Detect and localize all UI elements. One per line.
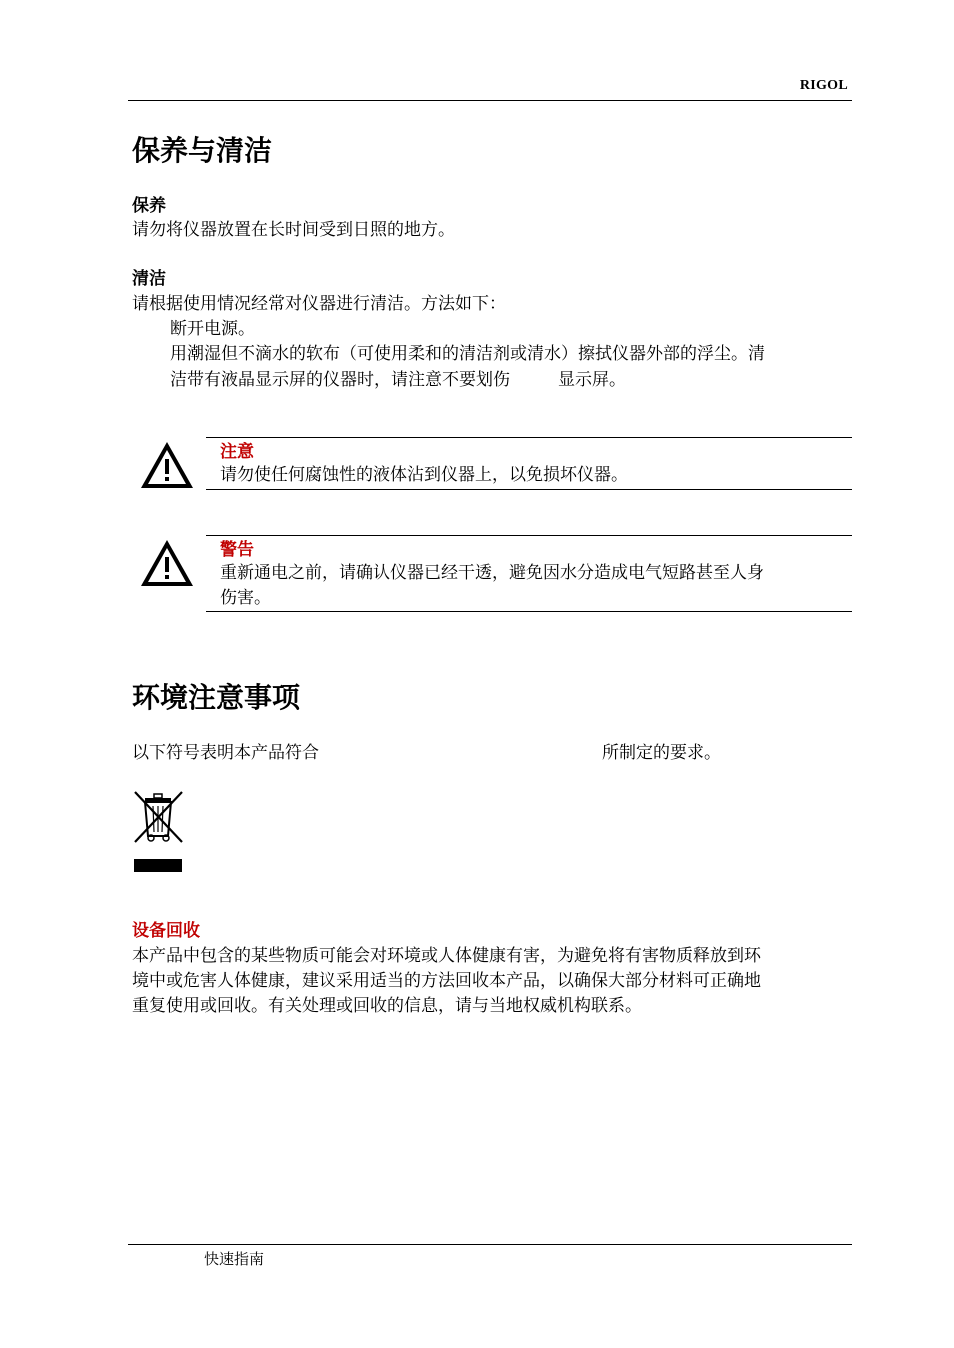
warning-top-rule <box>206 535 852 536</box>
warning-bottom-rule <box>206 611 852 612</box>
warning-text-line-2: 伤害。 <box>220 588 271 608</box>
recycling-text-line-1: 本产品中包含的某些物质可能会对环境或人体健康有害，为避免将有害物质释放到环 <box>132 946 761 966</box>
footer-title: 快速指南 <box>204 1250 265 1268</box>
caution-icon <box>138 439 196 491</box>
caution-text: 请勿使任何腐蚀性的液体沾到仪器上，以免损坏仪器。 <box>220 465 628 485</box>
cleaning-intro: 请根据使用情况经常对仪器进行清洁。方法如下： <box>132 294 506 314</box>
brand-logo-text: RIGOL <box>799 78 848 93</box>
cleaning-heading: 清洁 <box>132 269 166 289</box>
warning-label: 警告 <box>220 540 254 560</box>
section-title-environment: 环境注意事项 <box>132 681 301 714</box>
footer-rule <box>128 1244 852 1245</box>
cleaning-step-2-line-1: 用潮湿但不滴水的软布（可使用柔和的清洁剂或清水）擦拭仪器外部的浮尘。清 <box>170 344 765 364</box>
warning-triangle-icon <box>138 537 196 589</box>
environment-intro-part-b: 所制定的要求。 <box>602 743 721 763</box>
cleaning-step-1: 断开电源。 <box>170 319 255 339</box>
cleaning-step-2-part-a: 洁带有液晶显示屏的仪器时，请注意不要划伤 <box>170 370 510 390</box>
weee-crossed-bin-icon <box>132 788 186 874</box>
cleaning-step-2-line-2 <box>170 368 626 393</box>
warning-triangle-icon <box>138 439 196 491</box>
warning-icon <box>138 537 196 589</box>
section-title-maintenance-cleaning: 保养与清洁 <box>132 134 273 167</box>
maintenance-text: 请勿将仪器放置在长时间受到日照的地方。 <box>132 220 455 240</box>
caution-label: 注意 <box>220 442 254 462</box>
environment-intro-part-a: 以下符号表明本产品符合 <box>132 743 319 763</box>
caution-bottom-rule <box>206 489 852 490</box>
cleaning-step-2-part-b: 显示屏。 <box>558 370 626 390</box>
warning-text-line-1: 重新通电之前，请确认仪器已经干透，避免因水分造成电气短路甚至人身 <box>220 563 764 583</box>
recycling-heading: 设备回收 <box>132 921 200 941</box>
maintenance-heading: 保养 <box>132 196 166 216</box>
caution-top-rule <box>206 437 852 438</box>
recycling-text-line-2: 境中或危害人体健康，建议采用适当的方法回收本产品，以确保大部分材料可正确地 <box>132 971 761 991</box>
recycling-text-line-3: 重复使用或回收。有关处理或回收的信息，请与当地权威机构联系。 <box>132 996 642 1016</box>
header-rule <box>128 100 852 101</box>
